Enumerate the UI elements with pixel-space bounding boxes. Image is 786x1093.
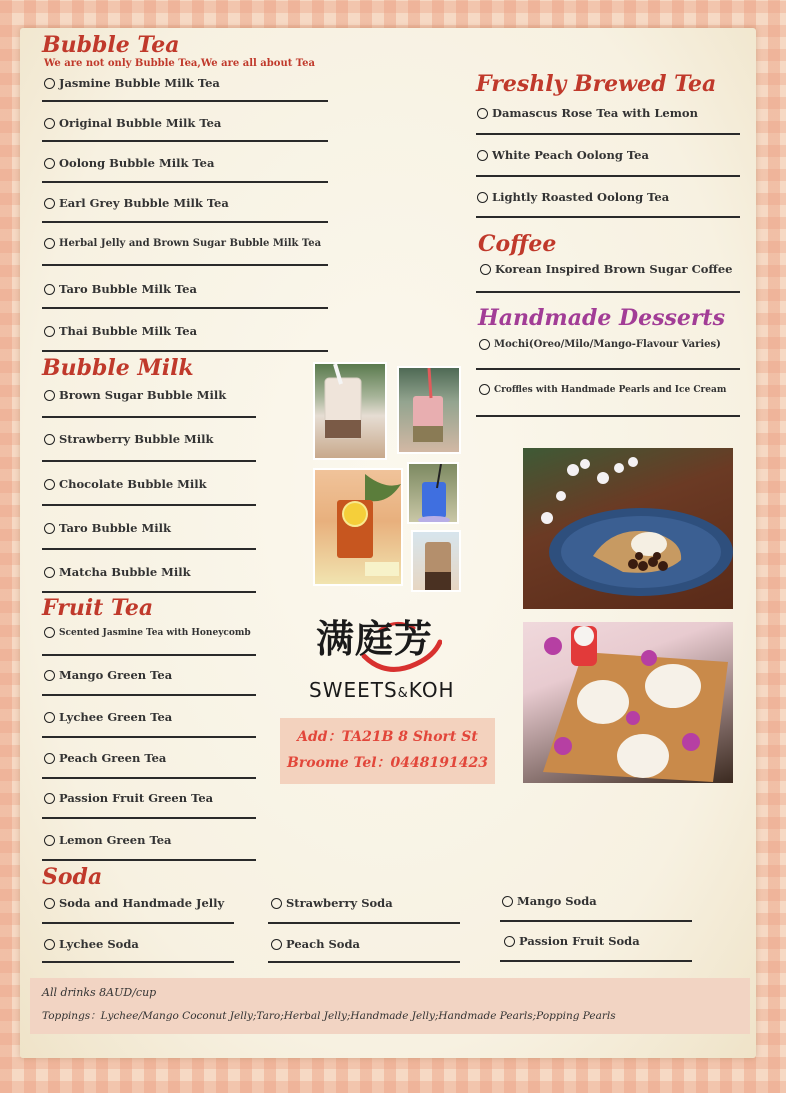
menu-item-label: Passion Fruit Soda bbox=[519, 934, 640, 948]
radio-icon[interactable] bbox=[44, 753, 55, 764]
address-box bbox=[280, 718, 495, 784]
menu-item-label: Scented Jasmine Tea with Honeycomb bbox=[59, 627, 251, 638]
menu-item[interactable] bbox=[44, 751, 166, 765]
divider bbox=[500, 920, 692, 922]
menu-item-label: Chocolate Bubble Milk bbox=[59, 477, 207, 491]
radio-icon[interactable] bbox=[479, 339, 490, 350]
mochi-board-icon bbox=[523, 622, 733, 783]
menu-item[interactable] bbox=[504, 934, 640, 948]
menu-item[interactable] bbox=[44, 896, 224, 910]
lemon-tea-photo bbox=[313, 468, 403, 586]
radio-icon[interactable] bbox=[44, 627, 55, 638]
section-title-handmade-desserts: Handmade Desserts bbox=[478, 305, 725, 331]
menu-item-label: Lychee Green Tea bbox=[59, 710, 173, 724]
logo-chinese-name: 满庭芳 bbox=[316, 617, 434, 661]
blue-soda-photo bbox=[407, 462, 459, 524]
radio-icon[interactable] bbox=[44, 78, 55, 89]
blue-soda-cup-icon bbox=[409, 464, 459, 524]
section-title-coffee: Coffee bbox=[478, 231, 557, 257]
radio-icon[interactable] bbox=[44, 898, 55, 909]
divider bbox=[42, 922, 234, 924]
menu-item-label: Damascus Rose Tea with Lemon bbox=[492, 106, 698, 120]
radio-icon[interactable] bbox=[477, 150, 488, 161]
menu-item-label: Earl Grey Bubble Milk Tea bbox=[59, 196, 229, 210]
divider bbox=[476, 291, 740, 293]
menu-item-label: Strawberry Soda bbox=[286, 896, 393, 910]
radio-icon[interactable] bbox=[271, 898, 282, 909]
menu-item[interactable] bbox=[44, 282, 197, 296]
menu-item-label: Peach Soda bbox=[286, 937, 360, 951]
radio-icon[interactable] bbox=[477, 108, 488, 119]
radio-icon[interactable] bbox=[44, 390, 55, 401]
radio-icon[interactable] bbox=[44, 835, 55, 846]
menu-item[interactable] bbox=[44, 388, 226, 402]
footer-box bbox=[30, 978, 750, 1034]
divider bbox=[476, 133, 740, 135]
logo-english-name bbox=[309, 678, 455, 702]
divider bbox=[500, 960, 692, 962]
menu-item-label: Brown Sugar Bubble Milk bbox=[59, 388, 227, 402]
menu-item[interactable] bbox=[44, 196, 229, 210]
brown-sugar-coffee-photo bbox=[411, 530, 461, 592]
address-line: Add：TA21B 8 Short St bbox=[297, 729, 478, 745]
menu-item[interactable] bbox=[44, 565, 191, 579]
divider bbox=[42, 591, 256, 593]
divider bbox=[42, 264, 328, 266]
divider bbox=[42, 548, 256, 550]
radio-icon[interactable] bbox=[502, 896, 513, 907]
coffee-cup-icon bbox=[413, 532, 461, 592]
radio-icon[interactable] bbox=[44, 198, 55, 209]
menu-item[interactable] bbox=[479, 339, 721, 350]
radio-icon[interactable] bbox=[44, 567, 55, 578]
divider bbox=[42, 460, 256, 462]
menu-item-label: Oolong Bubble Milk Tea bbox=[59, 156, 215, 170]
pink-tea-photo bbox=[397, 366, 461, 454]
radio-icon[interactable] bbox=[44, 284, 55, 295]
menu-item[interactable] bbox=[271, 937, 360, 951]
menu-item-label: Lemon Green Tea bbox=[59, 833, 172, 847]
menu-item-label: Korean Inspired Brown Sugar Coffee bbox=[495, 262, 733, 276]
milk-tea-cup-icon bbox=[315, 364, 387, 460]
menu-item-label: Mochi(Oreo/Milo/Mango-Flavour Varies) bbox=[494, 339, 721, 350]
menu-item[interactable] bbox=[480, 262, 732, 276]
radio-icon[interactable] bbox=[480, 264, 491, 275]
croffle-photo bbox=[523, 448, 733, 609]
menu-item-label: Croffles with Handmade Pearls and Ice Cream bbox=[494, 384, 727, 395]
divider bbox=[42, 100, 328, 102]
divider bbox=[42, 181, 328, 183]
radio-icon[interactable] bbox=[44, 238, 55, 249]
divider bbox=[476, 368, 740, 370]
logo-ampersand: & bbox=[397, 686, 409, 701]
divider bbox=[42, 654, 256, 656]
menu-item[interactable] bbox=[44, 521, 171, 535]
divider bbox=[42, 736, 256, 738]
radio-icon[interactable] bbox=[44, 793, 55, 804]
divider bbox=[476, 175, 740, 177]
menu-item[interactable] bbox=[44, 833, 172, 847]
radio-icon[interactable] bbox=[479, 384, 490, 395]
menu-item[interactable] bbox=[502, 894, 597, 908]
divider bbox=[42, 416, 256, 418]
radio-icon[interactable] bbox=[477, 192, 488, 203]
menu-item[interactable] bbox=[44, 710, 172, 724]
menu-item[interactable] bbox=[44, 156, 214, 170]
divider bbox=[268, 922, 460, 924]
price-note: All drinks 8AUD/cup bbox=[42, 986, 157, 999]
menu-item[interactable] bbox=[479, 384, 726, 395]
croffle-plate-icon bbox=[523, 448, 733, 609]
pink-drink-cup-icon bbox=[399, 368, 461, 454]
radio-icon[interactable] bbox=[44, 712, 55, 723]
section-title-freshly-brewed-tea: Freshly Brewed Tea bbox=[476, 71, 717, 97]
menu-item-label: Taro Bubble Milk bbox=[59, 521, 171, 535]
menu-item[interactable] bbox=[44, 937, 139, 951]
menu-item-label: Passion Fruit Green Tea bbox=[59, 791, 214, 805]
menu-item-label: Peach Green Tea bbox=[59, 751, 167, 765]
divider bbox=[42, 140, 328, 142]
menu-item[interactable] bbox=[44, 76, 220, 90]
menu-item-label: Soda and Handmade Jelly bbox=[59, 896, 225, 910]
radio-icon[interactable] bbox=[44, 670, 55, 681]
section-title-soda: Soda bbox=[42, 864, 103, 890]
divider bbox=[476, 415, 740, 417]
divider bbox=[42, 307, 328, 309]
menu-item[interactable] bbox=[44, 477, 207, 491]
section-title-bubble-milk: Bubble Milk bbox=[42, 355, 194, 381]
radio-icon[interactable] bbox=[44, 158, 55, 169]
section-title-fruit-tea: Fruit Tea bbox=[42, 595, 154, 621]
milk-tea-photo bbox=[313, 362, 387, 460]
lemon-tea-cup-icon bbox=[315, 470, 403, 586]
mochi-photo bbox=[523, 622, 733, 783]
bubble-tea-subtitle: We are not only Bubble Tea,We are all about Tea bbox=[44, 58, 315, 69]
menu-item-label: Lychee Soda bbox=[59, 937, 139, 951]
menu-item-label: Mango Soda bbox=[517, 894, 597, 908]
divider bbox=[42, 859, 256, 861]
logo-word-koh: KOH bbox=[408, 678, 455, 702]
menu-item[interactable] bbox=[44, 116, 221, 130]
menu-item[interactable] bbox=[44, 668, 172, 682]
menu-item[interactable] bbox=[477, 148, 649, 162]
divider bbox=[42, 694, 256, 696]
radio-icon[interactable] bbox=[44, 939, 55, 950]
menu-item[interactable] bbox=[44, 324, 197, 338]
divider bbox=[42, 504, 256, 506]
phone-line: Broome Tel：0448191423 bbox=[287, 755, 488, 771]
radio-icon[interactable] bbox=[504, 936, 515, 947]
section-title-bubble-tea: Bubble Tea bbox=[42, 32, 180, 58]
divider bbox=[42, 817, 256, 819]
divider bbox=[42, 961, 234, 963]
menu-item-label: Original Bubble Milk Tea bbox=[59, 116, 222, 130]
radio-icon[interactable] bbox=[44, 434, 55, 445]
menu-item-label: Lightly Roasted Oolong Tea bbox=[492, 190, 670, 204]
menu-item-label: Thai Bubble Milk Tea bbox=[59, 324, 198, 338]
menu-item-label: Matcha Bubble Milk bbox=[59, 565, 191, 579]
divider bbox=[476, 216, 740, 218]
radio-icon[interactable] bbox=[44, 326, 55, 337]
menu-item[interactable] bbox=[271, 896, 393, 910]
menu-item[interactable] bbox=[44, 238, 321, 249]
menu-item-label: White Peach Oolong Tea bbox=[492, 148, 649, 162]
logo-word-sweets: SWEETS bbox=[309, 678, 398, 702]
radio-icon[interactable] bbox=[271, 939, 282, 950]
menu-item[interactable] bbox=[477, 106, 698, 120]
menu-item[interactable] bbox=[44, 432, 213, 446]
divider bbox=[268, 961, 460, 963]
menu-item-label: Jasmine Bubble Milk Tea bbox=[59, 76, 220, 90]
menu-item[interactable] bbox=[44, 791, 213, 805]
menu-item-label: Strawberry Bubble Milk bbox=[59, 432, 214, 446]
radio-icon[interactable] bbox=[44, 118, 55, 129]
toppings-note: Toppings：Lychee/Mango Coconut Jelly;Taro;Herbal Jelly;Handmade Jelly;Handmade Pearls;Popping Pearls bbox=[42, 1010, 616, 1022]
radio-icon[interactable] bbox=[44, 523, 55, 534]
menu-item-label: Mango Green Tea bbox=[59, 668, 173, 682]
menu-item-label: Herbal Jelly and Brown Sugar Bubble Milk Tea bbox=[59, 238, 322, 249]
divider bbox=[42, 777, 256, 779]
menu-item[interactable] bbox=[477, 190, 669, 204]
menu-item-label: Taro Bubble Milk Tea bbox=[59, 282, 197, 296]
radio-icon[interactable] bbox=[44, 479, 55, 490]
menu-item[interactable] bbox=[44, 627, 251, 638]
divider bbox=[42, 350, 328, 352]
divider bbox=[42, 221, 328, 223]
